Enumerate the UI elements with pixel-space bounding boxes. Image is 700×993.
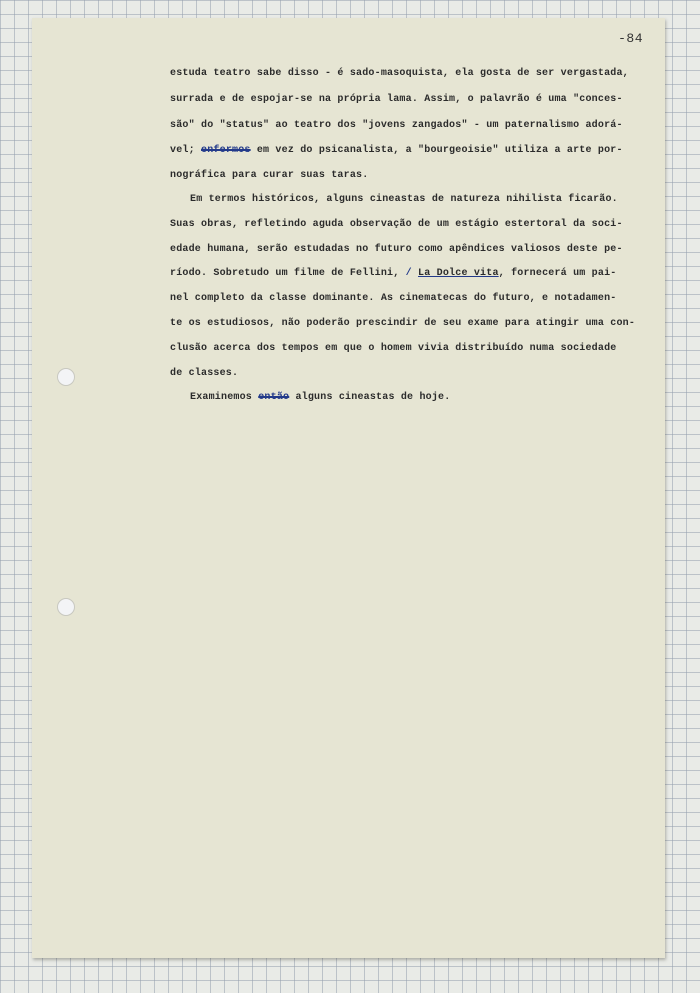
text-line: Em termos históricos, alguns cineastas de natureza nihilista ficarão. [190, 194, 618, 205]
text-line: nográfica para curar suas taras. [170, 170, 369, 181]
text-segment: alguns cineastas de hoje. [295, 392, 451, 403]
text-line: clusão acerca dos tempos em que o homem vivia distribuído numa sociedade [170, 343, 617, 354]
film-title: La Dolce vita [418, 268, 499, 279]
text-segment: Examinemos [190, 392, 253, 403]
text-line: Suas obras, refletindo aguda observação de um estágio estertoral da soci- [170, 219, 623, 230]
text-line: edade humana, serão estudadas no futuro como apêndices valiosos deste pe- [170, 244, 623, 255]
struck-word: então [258, 392, 290, 403]
text-segment: em vez do psicanalista, a "bourgeoisie" utiliza a arte por- [256, 145, 623, 156]
punch-hole [57, 598, 75, 616]
text-line: te os estudiosos, não poderão prescindir de seu exame para atingir uma con- [170, 318, 636, 329]
text-line: estuda teatro sabe disso - é sado-masoquista, ela gosta de ser vergastada, [170, 68, 629, 79]
punch-hole [57, 368, 75, 386]
text-line: surrada e de espojar-se na própria lama. Assim, o palavrão é uma "conces- [170, 94, 623, 105]
text-segment: vel; [170, 145, 195, 156]
document-page [32, 18, 665, 958]
page-number: -84 [618, 31, 643, 46]
text-line: são" do "status" ao teatro dos "jovens zangados" - um paternalismo adorá- [170, 120, 623, 131]
text-line: de classes. [170, 368, 239, 379]
handwritten-mark: / [405, 268, 412, 279]
text-line [170, 145, 640, 157]
text-segment: , fornecerá um pai- [498, 268, 617, 279]
text-segment: ríodo. Sobretudo um filme de Fellini, [170, 268, 400, 279]
struck-word: enfermos [201, 145, 251, 156]
text-line: nel completo da classe dominante. As cinematecas do futuro, e notadamen- [170, 293, 617, 304]
text-line [190, 392, 660, 404]
text-line [170, 268, 640, 280]
